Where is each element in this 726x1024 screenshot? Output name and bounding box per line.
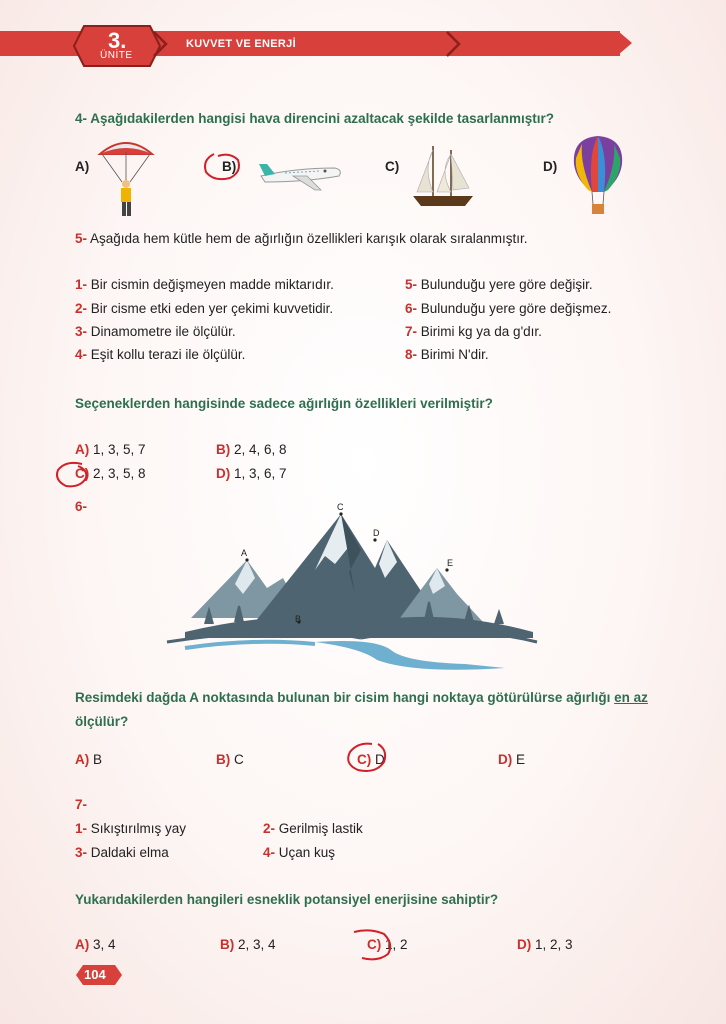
q4-text: Aşağıdakilerden hangisi hava direncini azaltacak şekilde tasarlanmıştır? xyxy=(90,111,554,126)
unit-number: 3. xyxy=(108,28,127,53)
q5-item-2: 2- Bir cisme etki eden yer çekimi kuvvetidir. xyxy=(75,301,334,316)
answer-circle-mark xyxy=(340,740,392,776)
mountain-illustration xyxy=(165,498,545,674)
q7-item-4: 4- Uçan kuş xyxy=(263,845,336,860)
q6-option-b[interactable]: B) C xyxy=(216,752,244,767)
q5-item-6: 6- Bulunduğu yere göre değişmez. xyxy=(405,301,612,316)
q6-option-a[interactable]: A) B xyxy=(75,752,103,767)
q5-option-d[interactable]: D) 1, 3, 6, 7 xyxy=(216,466,287,481)
q6-question: Resimdeki dağda A noktasında bulunan bir cisim hangi noktaya götürülürse ağırlığı en az ölçülür? xyxy=(75,690,648,729)
q5-item-5: 5- Bulunduğu yere göre değişir. xyxy=(405,277,593,292)
sailboat-icon xyxy=(407,140,477,212)
q4-option-a-letter[interactable]: A) xyxy=(75,159,90,174)
q5-option-b[interactable]: B) 2, 4, 6, 8 xyxy=(216,442,287,457)
page-number: 104 xyxy=(84,967,106,982)
q7-item-1: 1- Sıkıştırılmış yay xyxy=(75,821,187,836)
q4-number: 4- xyxy=(75,111,88,126)
q7-option-c[interactable]: C) 1, 2 xyxy=(367,937,408,952)
hot-air-balloon-icon xyxy=(570,134,626,218)
q7-item-2: 2- Gerilmiş lastik xyxy=(263,821,363,836)
q6-option-c[interactable]: C) D xyxy=(357,752,385,767)
q5-option-a[interactable]: A) 1, 3, 5, 7 xyxy=(75,442,146,457)
point-label-c: C xyxy=(337,502,344,512)
chevron-left-decoration xyxy=(150,31,172,57)
q5-item-3: 3- Dinamometre ile ölçülür. xyxy=(75,324,236,339)
q7-item-3: 3- Daldaki elma xyxy=(75,845,169,860)
q5-question: Seçeneklerden hangisinde sadece ağırlığın özellikleri verilmiştir? xyxy=(75,396,493,411)
answer-circle-mark xyxy=(348,928,398,962)
airplane-icon xyxy=(255,150,345,196)
point-label-a: A xyxy=(241,548,248,558)
answer-circle-mark xyxy=(200,150,246,184)
q5-item-7: 7- Birimi kg ya da g'dır. xyxy=(405,324,542,339)
point-label-d: D xyxy=(373,528,380,538)
q5-option-c[interactable]: C) 2, 3, 5, 8 xyxy=(75,466,146,481)
q7-option-d[interactable]: D) 1, 2, 3 xyxy=(517,937,573,952)
q7-number: 7- xyxy=(75,797,88,812)
q4-title xyxy=(75,111,554,126)
q7-question: Yukarıdakilerden hangileri esneklik potansiyel enerjisine sahiptir? xyxy=(75,892,499,907)
q5-item-1: 1- Bir cismin değişmeyen madde miktarıdır. xyxy=(75,277,334,292)
q4-option-b-letter[interactable]: B) xyxy=(222,159,237,174)
q7-option-b[interactable]: B) 2, 3, 4 xyxy=(220,937,276,952)
q5-number: 5- xyxy=(75,231,88,246)
q6-emphasis: en az xyxy=(614,690,648,705)
q7-option-a[interactable]: A) 3, 4 xyxy=(75,937,116,952)
q5-item-4: 4- Eşit kollu terazi ile ölçülür. xyxy=(75,347,246,362)
q6-number: 6- xyxy=(75,499,88,514)
parachute-icon xyxy=(96,138,156,222)
header-arrow xyxy=(618,31,632,55)
answer-circle-mark xyxy=(52,458,94,490)
q5-item-8: 8- Birimi N'dir. xyxy=(405,347,489,362)
point-label-b: B xyxy=(295,614,302,624)
header-title: KUVVET VE ENERJİ xyxy=(186,38,296,50)
q6-option-d[interactable]: D) E xyxy=(498,752,526,767)
q5-intro xyxy=(75,231,527,246)
chevron-right-decoration xyxy=(443,31,465,57)
unit-label: ÜNİTE xyxy=(100,50,133,61)
q4-option-c-letter[interactable]: C) xyxy=(385,159,400,174)
q4-option-d-letter[interactable]: D) xyxy=(543,159,558,174)
q5-text: Aşağıda hem kütle hem de ağırlığın özellikleri karışık olarak sıralanmıştır. xyxy=(90,231,528,246)
point-label-e: E xyxy=(447,558,454,568)
